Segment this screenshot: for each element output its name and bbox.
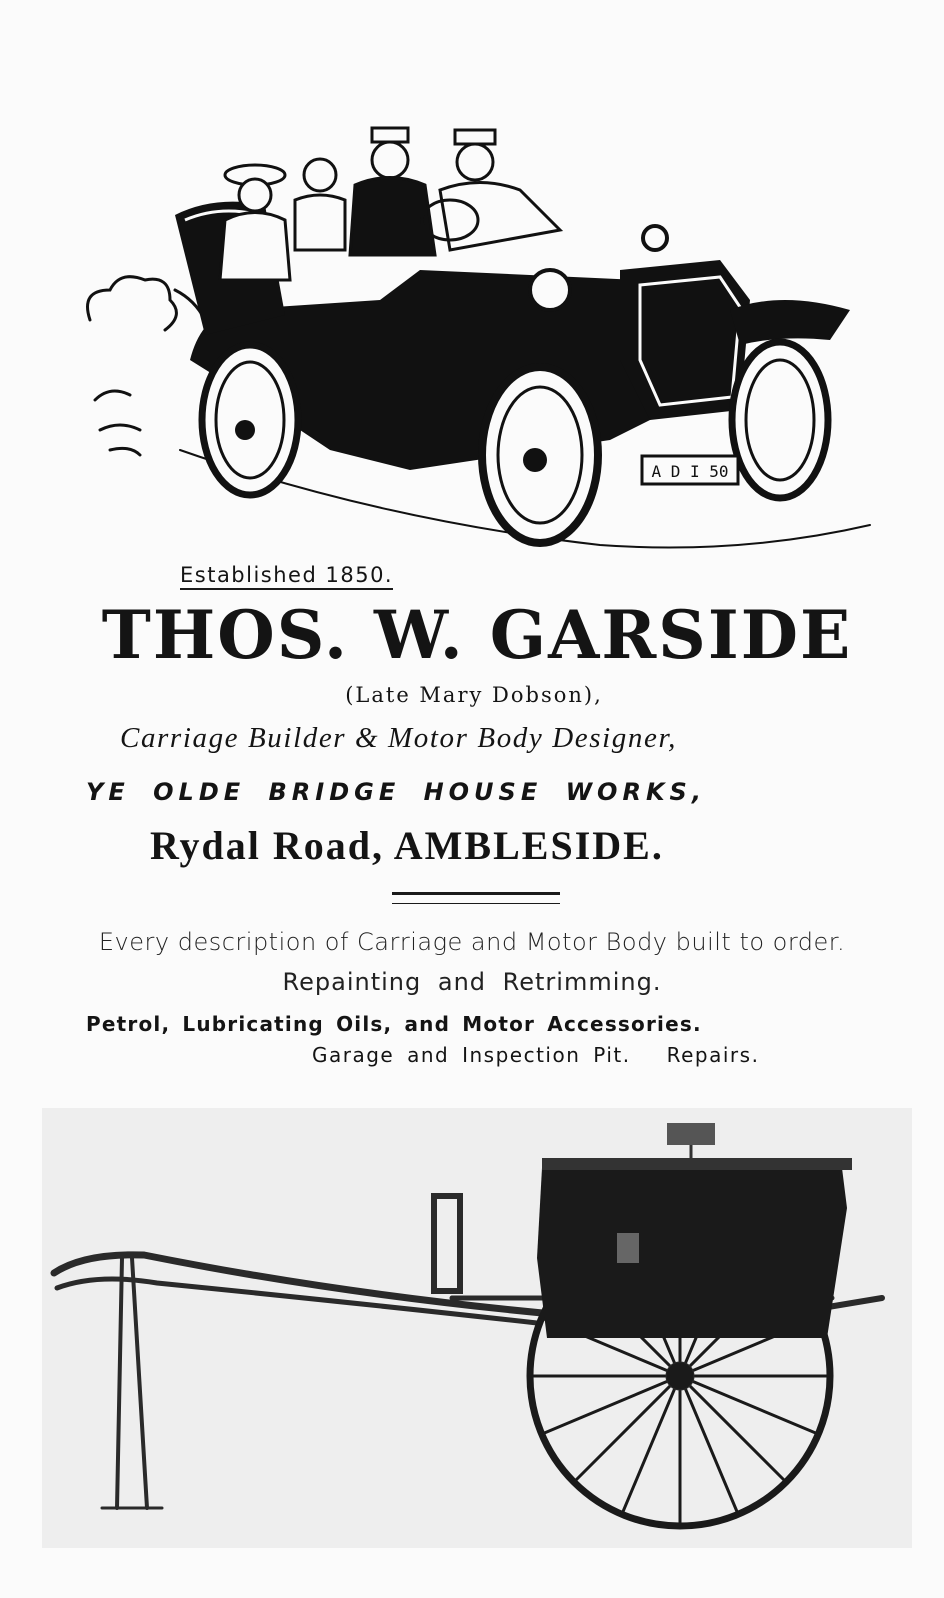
side-lamp — [643, 226, 667, 250]
carriage-body — [537, 1168, 847, 1338]
dust-cloud-line — [88, 277, 177, 330]
works-name: YE OLDE BRIDGE HOUSE WORKS, — [86, 778, 706, 806]
established-line: Established 1850. — [180, 563, 393, 590]
motor-car-illustration — [80, 120, 880, 560]
garage-text: Garage and Inspection Pit. — [312, 1043, 631, 1067]
supplies-line-1: Petrol, Lubricating Oils, and Motor Accessories. — [86, 1012, 702, 1036]
rear-wheel — [202, 345, 298, 495]
number-board — [667, 1123, 715, 1145]
trade-description: Carriage Builder & Motor Body Designer, — [120, 722, 677, 754]
far-front-wheel — [732, 342, 828, 498]
address-line: Rydal Road, AMBLESIDE. — [150, 823, 664, 868]
late-proprietor-line: (Late Mary Dobson), — [345, 683, 603, 707]
headlamp — [530, 270, 570, 310]
front-wheel — [482, 367, 598, 543]
firm-name: THOS. W. GARSIDE — [101, 596, 853, 674]
services-line-2: Repainting and Retrimming. — [282, 968, 662, 996]
number-plate-text: A D I 50 — [651, 462, 729, 481]
repairs-text: Repairs. — [666, 1043, 760, 1067]
divider-rule — [392, 892, 560, 904]
services-line-1: Every description of Carriage and Motor Body built to order. — [98, 928, 846, 956]
front-fender — [730, 300, 850, 345]
carriage-photograph — [42, 1108, 912, 1548]
supplies-line-2 — [312, 1043, 759, 1067]
